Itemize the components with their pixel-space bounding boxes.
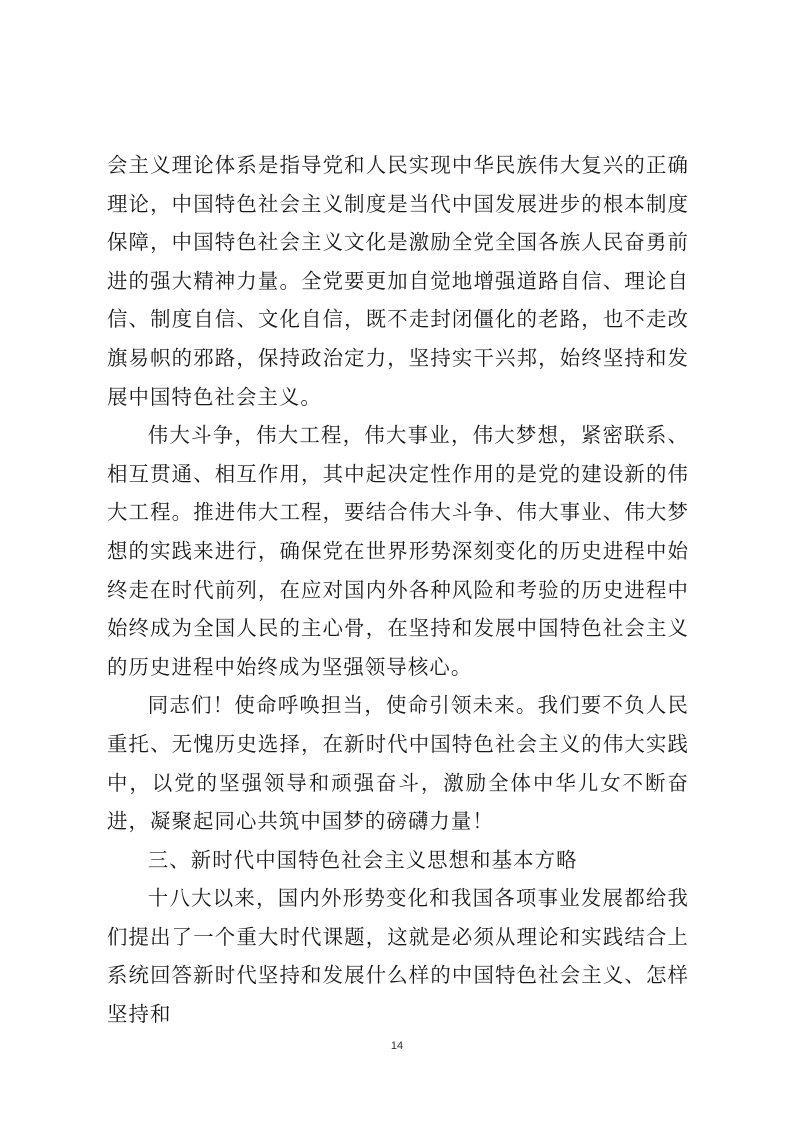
page-number: 14 bbox=[390, 1040, 404, 1052]
paragraph-comrades: 同志们！使命呼唤担当，使命引领未来。我们要不负人民重托、无愧历史选择，在新时代中国特色社会主义的伟大实践中，以党的坚强领导和顽强奋斗，激励全体中华儿女不断奋进，凝聚起同心共筑中国梦的磅礴力量！ bbox=[107, 693, 689, 834]
paragraph-great-struggle: 伟大斗争，伟大工程，伟大事业，伟大梦想，紧密联系、相互贯通、相互作用，其中起决定性作用的是党的建设新的伟大工程。推进伟大工程，要结合伟大斗争、伟大事业、伟大梦想的实践来进行，确保党在世界形势深刻变化的历史进程中始终走在时代前列，在应对国内外各种风险和考验的历史进程中始终成为全国人民的主心骨，在坚持和发展中国特色社会主义的历史进程中始终成为坚强领导核心。 bbox=[107, 423, 689, 679]
paragraph-continued: 会主义理论体系是指导党和人民实现中华民族伟大复兴的正确理论，中国特色社会主义制度是当代中国发展进步的根本制度保障，中国特色社会主义文化是激励全党全国各族人民奋勇前进的强大精神力量。全党要更加自觉地增强道路自信、理论自信、制度自信、文化自信，既不走封闭僵化的老路，也不走改旗易帜的邪路，保持政治定力，坚持实干兴邦，始终坚持和发展中国特色社会主义。 bbox=[107, 153, 689, 409]
paragraph-section-intro: 十八大以来，国内外形势变化和我国各项事业发展都给我们提出了一个重大时代课题，这就是必须从理论和实践结合上系统回答新时代坚持和发展什么样的中国特色社会主义、怎样坚持和 bbox=[107, 886, 689, 1027]
section-heading: 三、新时代中国特色社会主义思想和基本方略 bbox=[147, 847, 578, 872]
document-body bbox=[107, 146, 689, 1034]
